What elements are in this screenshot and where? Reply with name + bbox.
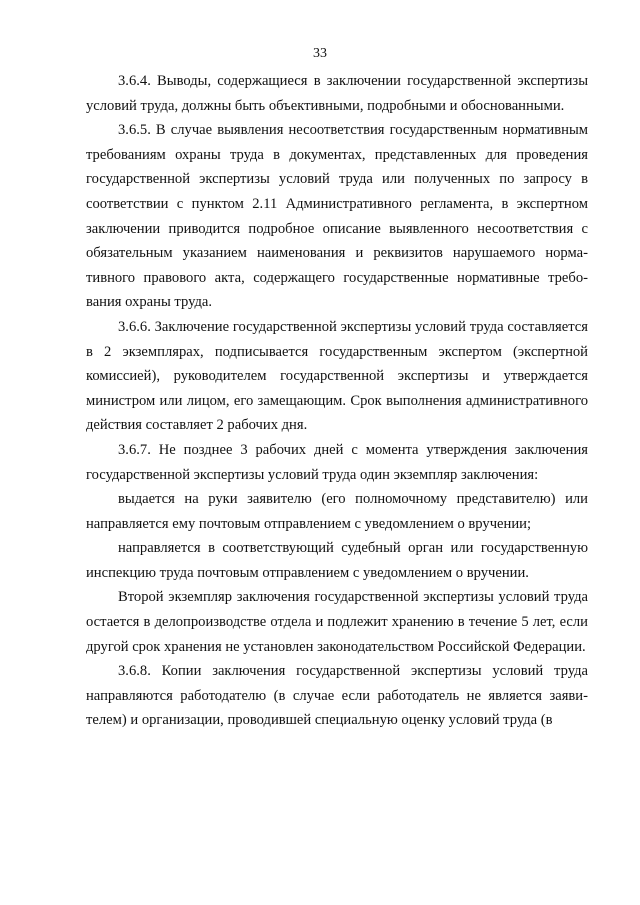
paragraph-second-copy: Второй экземпляр заключения государственной экспертизы условий труда остается в делопроизводстве отдела и подлежит хранению в течение 5 лет, если другой срок хранения не установлен законодательством Российской Федерации.: [86, 589, 588, 655]
paragraph-3-6-8: 3.6.8. Копии заключения государственной экспертизы условий труда направляются работодателю (в случае если работодатель не является заявителем) и организации, проводившей специальную оценку условий труда (в: [86, 663, 588, 729]
paragraph-list-item-2: направляется в соответствующий судебный орган или государственную инспекцию труда почтовым отправлением с уведомлением о вручении.: [86, 540, 588, 581]
paragraph-3-6-7: 3.6.7. Не позднее 3 рабочих дней с момента утверждения заключения государственной экспертизы условий труда один экземпляр заключения:: [86, 441, 588, 483]
paragraph-3-6-4: 3.6.4. Выводы, содержащиеся в заключении государственной экспертизы условий труда, должны быть объективными, подробными и обоснованными.: [86, 73, 588, 114]
page-number: 33: [313, 46, 327, 61]
paragraph-list-item-1: выдается на руки заявителю (его полномочному представителю) или направляется ему почтовым отправлением с уведомлением о вручении;: [86, 491, 588, 532]
document-body: [86, 69, 588, 733]
paragraph-3-6-5: 3.6.5. В случае выявления несоответствия государственным нормативным требованиям охраны труда в документах, представленных для проведения государственной экспертизы условий труда или полученных по запросу в соответствии с пунктом 2.11 Административного регламента, в экспертном заключении приводится подробное описание выявленного несоответствия с обязательным указанием наименования и реквизитов нарушаемого нормативного правового акта, содержащего государственные нормативные требования охраны труда.: [86, 122, 588, 311]
paragraph-3-6-6: 3.6.6. Заключение государственной экспертизы условий труда составляется в 2 экземплярах, подписывается государственным экспертом (экспертной комиссией), руководителем государственной экспертизы и утверждается министром или лицом, его замещающим. Срок выполнения административного действия составляет 2 рабочих дня.: [86, 318, 588, 434]
